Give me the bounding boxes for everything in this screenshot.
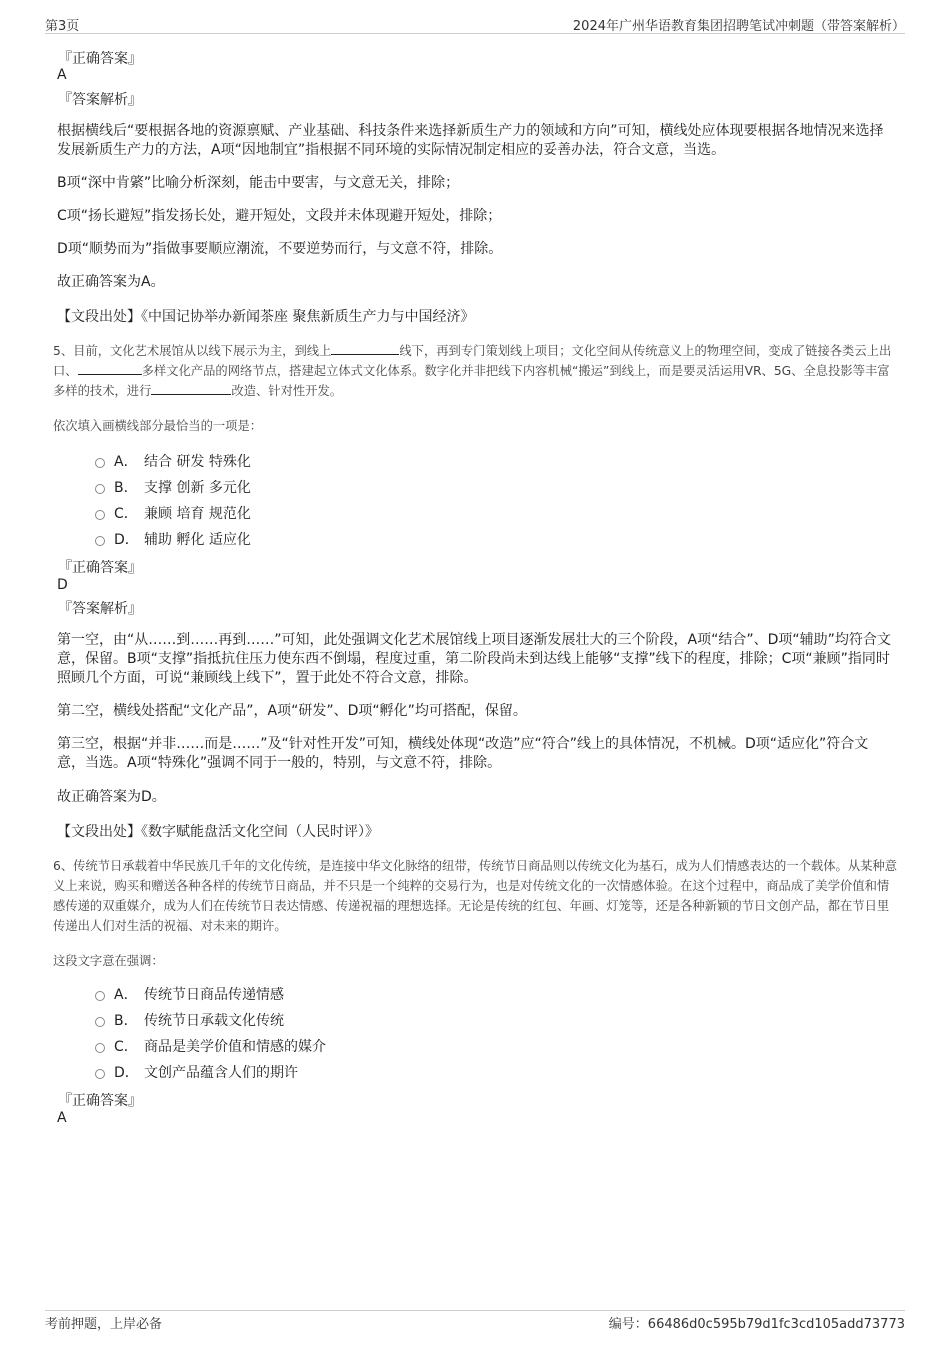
question-text: 改造、针对性开发。 bbox=[231, 384, 343, 398]
option-letter: D． bbox=[114, 532, 139, 548]
analysis-paragraph: C项“扬长避短”指发扬长处，避开短处，文段并未体现避开短处，排除； bbox=[57, 208, 502, 224]
radio-icon[interactable] bbox=[95, 991, 105, 1001]
footer-slogan: 考前押题，上岸必备 bbox=[45, 1317, 163, 1332]
answer-analysis-label: 『答案解析』 bbox=[58, 601, 142, 617]
option-d[interactable] bbox=[95, 529, 251, 549]
analysis-paragraph: D项“顺势而为”指做事要顺应潮流，不要逆势而行，与文意不符，排除。 bbox=[57, 241, 503, 257]
radio-icon[interactable] bbox=[95, 458, 105, 468]
option-text: 传统节日承载文化传统 bbox=[144, 1013, 284, 1029]
question-text: 线下，再到专门策划线上项目；文化空间从传统意义上的物理空间，变成了链接各类云上出口、 bbox=[53, 344, 892, 378]
source-citation: 【文段出处】《中国记协举办新闻茶座 聚焦新质生产力与中国经济》 bbox=[57, 309, 475, 325]
question-stem bbox=[53, 341, 898, 401]
radio-icon[interactable] bbox=[95, 1043, 105, 1053]
option-text: 商品是美学价值和情感的媒介 bbox=[144, 1039, 326, 1055]
analysis-paragraph: 第二空，横线处搭配“文化产品”，A项“研发”、D项“孵化”均可搭配，保留。 bbox=[57, 703, 527, 719]
correct-answer-value: D bbox=[57, 577, 68, 593]
option-b[interactable] bbox=[95, 477, 251, 497]
code-label: 编号： bbox=[608, 1317, 648, 1332]
option-text: 传统节日商品传递情感 bbox=[144, 987, 284, 1003]
option-letter: B． bbox=[114, 1013, 138, 1029]
fill-blank bbox=[78, 362, 142, 375]
correct-answer-value: A bbox=[57, 1110, 67, 1126]
option-letter: B． bbox=[114, 480, 138, 496]
option-a[interactable] bbox=[95, 984, 284, 1004]
question-prompt: 依次填入画横线部分最恰当的一项是： bbox=[53, 419, 263, 433]
correct-answer-value: A bbox=[57, 67, 67, 83]
question-text: 5、目前，文化艺术展馆从以线下展示为主，到线上 bbox=[53, 344, 332, 358]
fill-blank bbox=[151, 382, 231, 395]
fill-blank bbox=[331, 342, 399, 355]
radio-icon[interactable] bbox=[95, 484, 105, 494]
code-value: 66486d0c595b79d1fc3cd105add73773 bbox=[647, 1317, 905, 1332]
document-code bbox=[609, 1313, 905, 1332]
option-a[interactable] bbox=[95, 451, 251, 471]
option-text: 结合 研发 特殊化 bbox=[144, 454, 251, 470]
analysis-paragraph: 第一空，由“从……到……再到……”可知，此处强调文化艺术展馆线上项目逐渐发展壮大的三个阶段，A项“结合”、D项“辅助”均符合文意，保留。B项“支撑”指抵抗住压力使东西不倒塌，程度过重，第二阶段尚未到达线上能够“支撑”线下的程度，排除；C项“兼顾”指同时照顾几个方面，可说“兼顾线上线下”，置于此处不符合文意，排除。 bbox=[57, 632, 891, 686]
analysis-paragraph: 故正确答案为A。 bbox=[57, 274, 165, 290]
analysis-paragraph: 故正确答案为D。 bbox=[57, 789, 166, 805]
correct-answer-label: 『正确答案』 bbox=[58, 51, 142, 67]
document-title: 2024年广州华语教育集团招聘笔试冲刺题（带答案解析） bbox=[572, 19, 905, 34]
source-citation: 【文段出处】《数字赋能盘活文化空间（人民时评）》 bbox=[57, 824, 379, 840]
analysis-paragraph: 根据横线后“要根据各地的资源禀赋、产业基础、科技条件来选择新质生产力的领域和方向”可知，横线处应体现要根据各地情况来选择发展新质生产力的方法，A项“因地制宜”指根据不同环境的实际情况制定相应的妥善办法，符合文意，当选。 bbox=[57, 123, 884, 158]
option-c[interactable] bbox=[95, 503, 251, 523]
option-text: 辅助 孵化 适应化 bbox=[144, 532, 251, 548]
correct-answer-label: 『正确答案』 bbox=[58, 1093, 142, 1109]
correct-answer-label: 『正确答案』 bbox=[58, 560, 142, 576]
radio-icon[interactable] bbox=[95, 536, 105, 546]
option-d[interactable] bbox=[95, 1062, 298, 1082]
radio-icon[interactable] bbox=[95, 1069, 105, 1079]
option-letter: C． bbox=[114, 1039, 138, 1055]
option-letter: D． bbox=[114, 1065, 139, 1081]
answer-analysis-label: 『答案解析』 bbox=[58, 92, 142, 108]
option-letter: A． bbox=[114, 454, 138, 470]
option-text: 支撑 创新 多元化 bbox=[144, 480, 251, 496]
option-letter: C． bbox=[114, 506, 138, 522]
radio-icon[interactable] bbox=[95, 1017, 105, 1027]
option-c[interactable] bbox=[95, 1036, 326, 1056]
analysis-paragraph: 第三空，根据“并非……而是……”及“针对性开发”可知，横线处体现“改造”应“符合”线上的具体情况，不机械。D项“适应化”符合文意，当选。A项“特殊化”强调不同于一般的，特别，与文意不符，排除。 bbox=[57, 736, 869, 771]
analysis-paragraph: B项“深中肯綮”比喻分析深刻，能击中要害，与文意无关，排除； bbox=[57, 175, 460, 191]
radio-icon[interactable] bbox=[95, 510, 105, 520]
question-text: 多样文化产品的网络节点，搭建起立体式文化体系。数字化并非把线下内容机械“搬运”到线上，而是要灵活运用VR、5G、全息投影等丰富多样的技术，进行 bbox=[53, 364, 890, 398]
page-number: 第3页 bbox=[45, 19, 80, 34]
question-stem: 6、传统节日承载着中华民族几千年的文化传统，是连接中华文化脉络的纽带，传统节日商品则以传统文化为基石，成为人们情感表达的一个载体。从某种意义上来说，购买和赠送各种各样的传统节日商品，并不只是一个纯粹的交易行为，也是对传统文化的一次情感体验。在这个过程中，商品成了美学价值和情感传递的双重媒介，成为人们在传统节日表达情感、传递祝福的理想选择。无论是传统的红包、年画、灯笼等，还是各种新颖的节日文创产品，都在节日里传递出人们对生活的祝福、对未来的期许。 bbox=[53, 859, 898, 933]
footer-divider bbox=[45, 1310, 905, 1311]
option-letter: A． bbox=[114, 987, 138, 1003]
header-divider bbox=[45, 33, 905, 34]
option-b[interactable] bbox=[95, 1010, 284, 1030]
option-text: 兼顾 培育 规范化 bbox=[144, 506, 251, 522]
option-text: 文创产品蕴含人们的期许 bbox=[144, 1065, 298, 1081]
question-prompt: 这段文字意在强调： bbox=[53, 954, 164, 968]
